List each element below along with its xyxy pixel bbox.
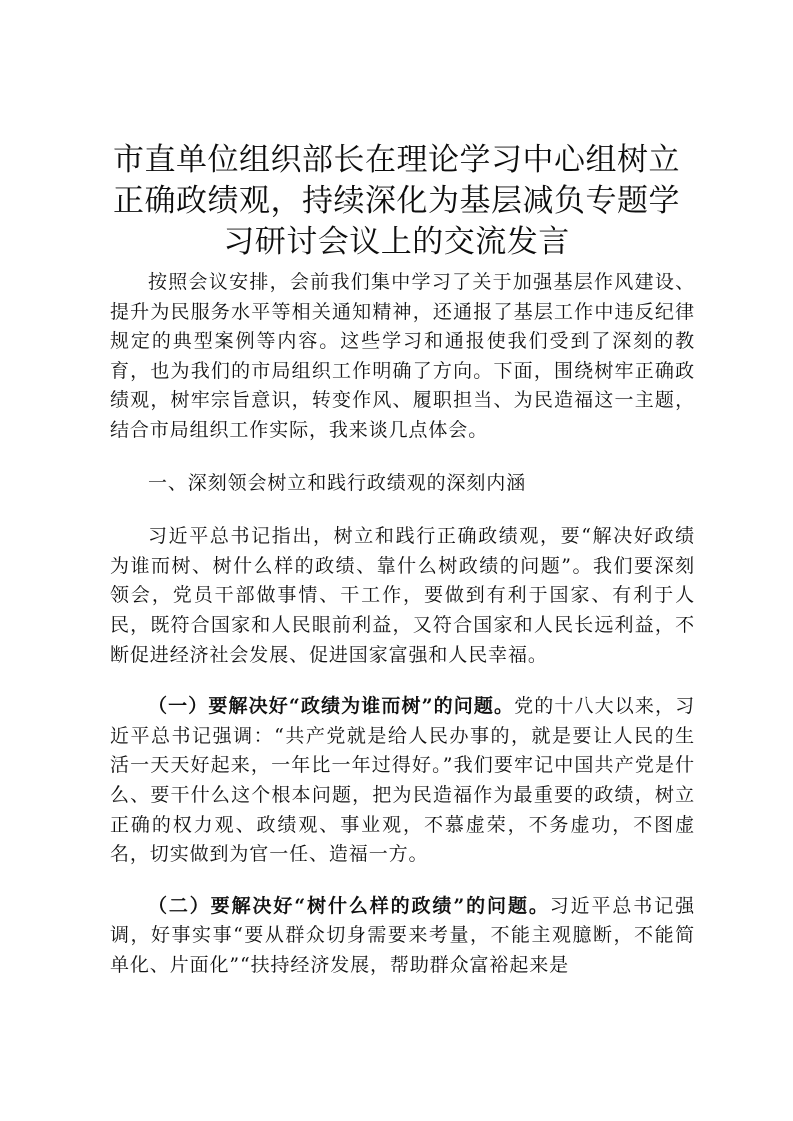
intro-paragraph: 按照会议安排，会前我们集中学习了关于加强基层作风建设、提升为民服务水平等相关通知精神，还通报了基层工作中违反纪律规定的典型案例等内容。这些学习和通报使我们受到了深刻的教育，也为我们的市局组织工作明确了方向。下面，围绕树牢正确政绩观，树牢宗旨意识，转变作风、履职担当、为民造福这一主题，结合市局组织工作实际，我来谈几点体会。 (110, 271, 695, 441)
point-2-paragraph (110, 892, 695, 981)
point-1-lead: （一）要解决好“政绩为谁而树”的问题。 (148, 695, 515, 718)
document-title: 市直单位组织部长在理论学习中心组树立正确政绩观，持续深化为基层减负专题学习研讨会议上的交流发言 (113, 142, 680, 260)
section-heading-1: 一、深刻领会树立和践行政绩观的深刻内涵 (148, 471, 527, 494)
point-1-paragraph (110, 692, 695, 870)
point-2-lead: （二）要解决好“树什么样的政绩”的问题。 (148, 894, 550, 917)
point-1-text: 党的十八大以来，习近平总书记强调：“共产党就是给人民办事的，就是要让人民的生活一天天好起来，一年比一年过得好。”我们要牢记中国共产党是什么、要干什么这个根本问题，把为民造福作为最重要的政绩，树立正确的权力观、政绩观、事业观，不慕虚荣，不务虚功，不图虚名，切实做到为官一任、造福一方。 (110, 695, 695, 866)
document-body (110, 268, 695, 980)
point-2-text: 习近平总书记强调，好事实事“要从群众切身需要来考量，不能主观臆断，不能简单化、片面化”“扶持经济发展，帮助群众富裕起来是 (110, 894, 695, 976)
section-1-paragraph: 习近平总书记指出，树立和践行正确政绩观，要“解决好政绩为谁而树、树什么样的政绩、靠什么树政绩的问题”。我们要深刻领会，党员干部做事情、干工作，要做到有利于国家、有利于人民，既符合国家和人民眼前利益，又符合国家和人民长远利益，不断促进经济社会发展、促进国家富强和人民幸福。 (110, 525, 695, 666)
